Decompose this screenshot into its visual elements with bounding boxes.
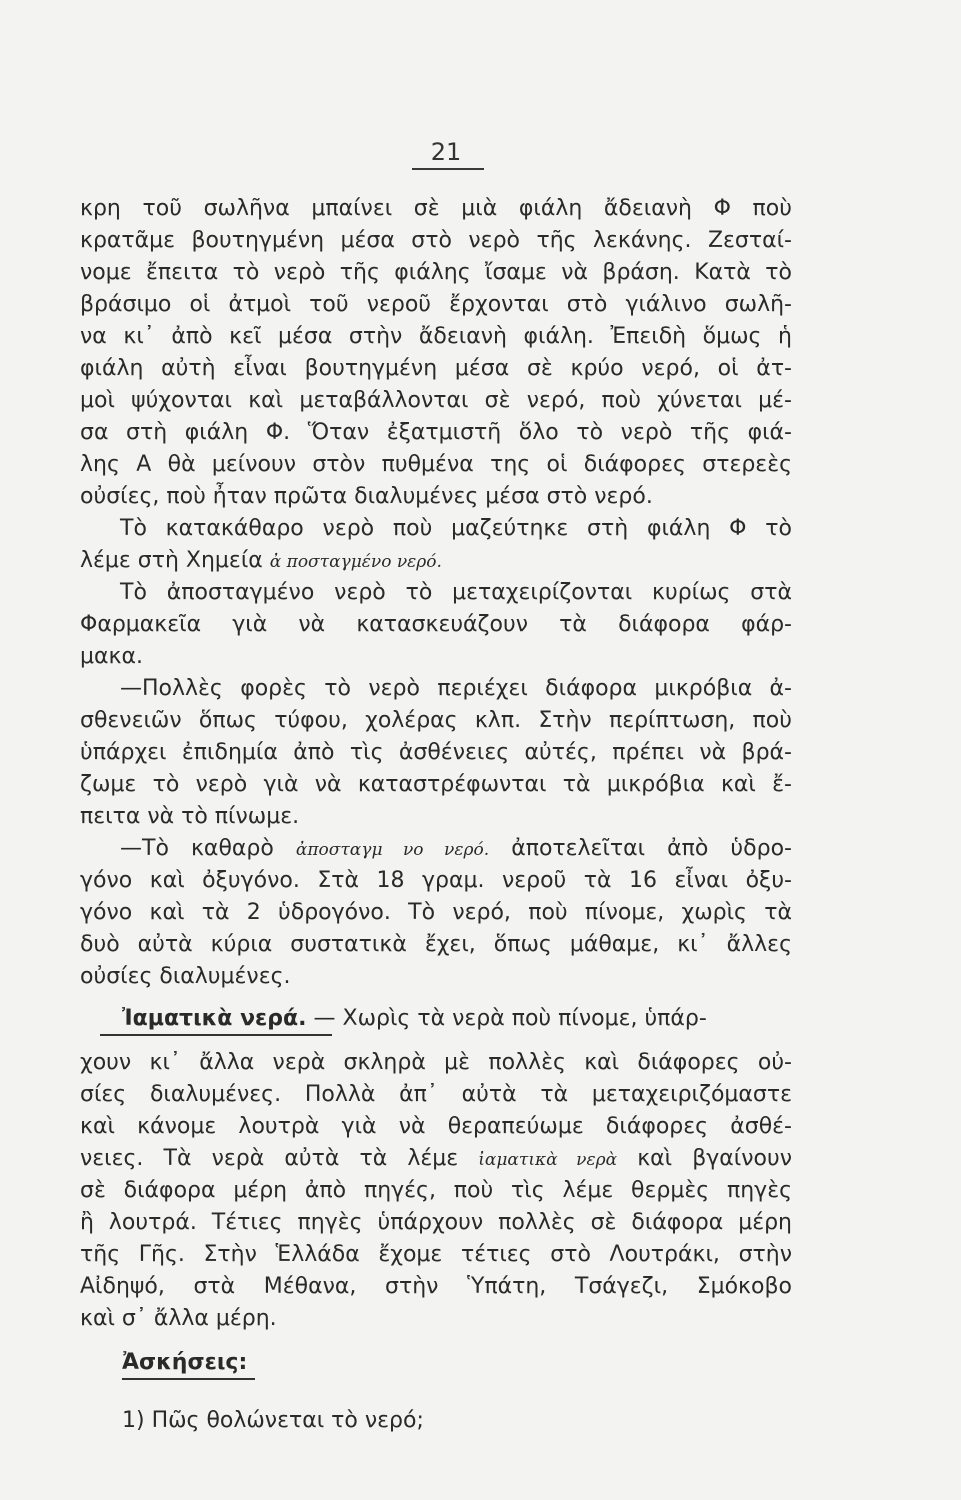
text-line: καὶ σ᾽ ἄλλα μέρη.	[80, 1306, 277, 1331]
text-run: καὶ βγαίνουν	[617, 1146, 792, 1171]
text-run: —Τὸ καθαρὸ	[120, 836, 296, 861]
text-line: σὲ διάφορα μέρη ἀπὸ πηγές, ποὺ τὶς λέμε θερμὲς πηγὲς	[80, 1178, 792, 1203]
text-line: οὐσίες διαλυμένες.	[80, 964, 291, 989]
text-line: ὑπάρχει ἐπιδημία ἀπὸ τὶς ἀσθένειες αὐτές, πρέπει νὰ βρά-	[80, 740, 792, 765]
section-heading-line	[122, 1006, 792, 1032]
section-heading: Ἰαματικὰ νερά.	[122, 1006, 307, 1031]
italic-term: ἰαματικὰ νερὰ	[478, 1150, 618, 1170]
text-line: σίες διαλυμένες. Πολλὰ ἀπ᾽ αὐτὰ τὰ μεταχειριζόμαστε	[80, 1082, 792, 1107]
text-line: Φαρμακεῖα γιὰ νὰ κατασκευάζουν τὰ διάφορα φάρ-	[80, 612, 792, 637]
text-line: γόνο καὶ τὰ 2 ὑδρογόνο. Τὸ νερό, ποὺ πίνομε, χωρὶς τὰ	[80, 900, 792, 925]
text-line: τῆς Γῆς. Στὴν Ἑλλάδα ἔχομε τέτιες στὸ Λουτράκι, στὴν	[80, 1242, 792, 1267]
text-line: Τὸ ἀποσταγμένο νερὸ τὸ μεταχειρίζονται κυρίως στὰ	[120, 580, 792, 605]
italic-term: ἀποσταγμ νο νερό.	[295, 840, 490, 860]
text-run: — Χωρὶς τὰ νερὰ ποὺ πίνομε, ὑπάρ-	[306, 1006, 707, 1031]
page-number: 21	[430, 138, 462, 166]
text-line: —Πολλὲς φορὲς τὸ νερὸ περιέχει διάφορα μικρόβια ἀ-	[120, 676, 792, 701]
text-line: Αἰδηψό, στὰ Μέθανα, στὴν Ὑπάτη, Τσάγεζι, Σμόκοβο	[80, 1274, 792, 1299]
text-line	[120, 836, 792, 863]
text-line: να κι᾽ ἀπὸ κεῖ μέσα στὴν ἄδειανὴ φιάλη. Ἐπειδὴ ὅμως ἡ	[80, 324, 792, 349]
text-line: ζωμε τὸ νερὸ γιὰ νὰ καταστρέφωνται τὰ μικρόβια καὶ ἔ-	[80, 772, 792, 797]
text-line: χουν κι᾽ ἄλλα νερὰ σκληρὰ μὲ πολλὲς καὶ διάφορες οὐ-	[80, 1050, 792, 1075]
text-line: φιάλη αὐτὴ εἶναι βουτηγμένη μέσα σὲ κρύο νερό, οἱ ἀτ-	[80, 356, 792, 381]
exercises-title: Ἀσκήσεις:	[122, 1350, 248, 1375]
text-line: δυὸ αὐτὰ κύρια συστατικὰ ἔχει, ὅπως μάθαμε, κι᾽ ἄλλες	[80, 932, 792, 957]
text-line: μακα.	[80, 644, 143, 669]
text-line: γόνο καὶ ὀξυγόνο. Στὰ 18 γραμ. νεροῦ τὰ 16 εἶναι ὀξυ-	[80, 868, 792, 893]
exercise-item: 1) Πῶς θολώνεται τὸ νερό;	[122, 1408, 424, 1433]
text-line: λης Α θὰ μείνουν στὸν πυθμένα της οἱ διάφορες στερεὲς	[80, 452, 792, 477]
exercises-underline	[122, 1378, 255, 1380]
text-line	[80, 1146, 792, 1173]
text-line: βράσιμο οἱ ἀτμοὶ τοῦ νεροῦ ἔρχονται στὸ γιάλινο σωλῆ-	[80, 292, 792, 317]
italic-term: ἀ ποσταγμένο νερό.	[269, 552, 442, 572]
heading-underline	[100, 1034, 332, 1036]
text-line: σθενειῶν ὅπως τύφου, χολέρας κλπ. Στὴν περίπτωση, ποὺ	[80, 708, 792, 733]
text-line: Τὸ κατακάθαρο νερὸ ποὺ μαζεύτηκε στὴ φιάλη Φ τὸ	[120, 516, 792, 541]
text-line: πειτα νὰ τὸ πίνωμε.	[80, 804, 300, 829]
text-line: ἢ λουτρά. Τέτιες πηγὲς ὑπάρχουν πολλὲς σὲ διάφορα μέρη	[80, 1210, 792, 1235]
text-line: μοὶ ψύχονται καὶ μεταβάλλονται σὲ νερό, ποὺ χύνεται μέ-	[80, 388, 792, 413]
text-run: ἀποτελεῖται ἀπὸ ὑδρο-	[489, 836, 792, 861]
text-line: οὐσίες, ποὺ ἦταν πρῶτα διαλυμένες μέσα στὸ νερό.	[80, 484, 653, 509]
text-run: νειες. Τὰ νερὰ αὐτὰ τὰ λέμε	[80, 1146, 479, 1171]
page-number-underline	[412, 168, 484, 170]
text-line: κρατᾶμε βουτηγμένη μέσα στὸ νερὸ τῆς λεκάνης. Ζεσταί-	[80, 228, 792, 253]
text-line: σα στὴ φιάλη Φ. Ὅταν ἐξατμιστῆ ὅλο τὸ νερὸ τῆς φιά-	[80, 420, 792, 445]
text-line	[80, 548, 792, 575]
text-line: κρη τοῦ σωλῆνα μπαίνει σὲ μιὰ φιάλη ἄδειανὴ Φ ποὺ	[80, 196, 792, 221]
text-line: νομε ἔπειτα τὸ νερὸ τῆς φιάλης ἴσαμε νὰ βράση. Κατὰ τὸ	[80, 260, 792, 285]
text-run: λέμε στὴ Χημεία	[80, 548, 270, 573]
text-line: καὶ κάνομε λουτρὰ γιὰ νὰ θεραπεύωμε διάφορες ἀσθέ-	[80, 1114, 792, 1139]
